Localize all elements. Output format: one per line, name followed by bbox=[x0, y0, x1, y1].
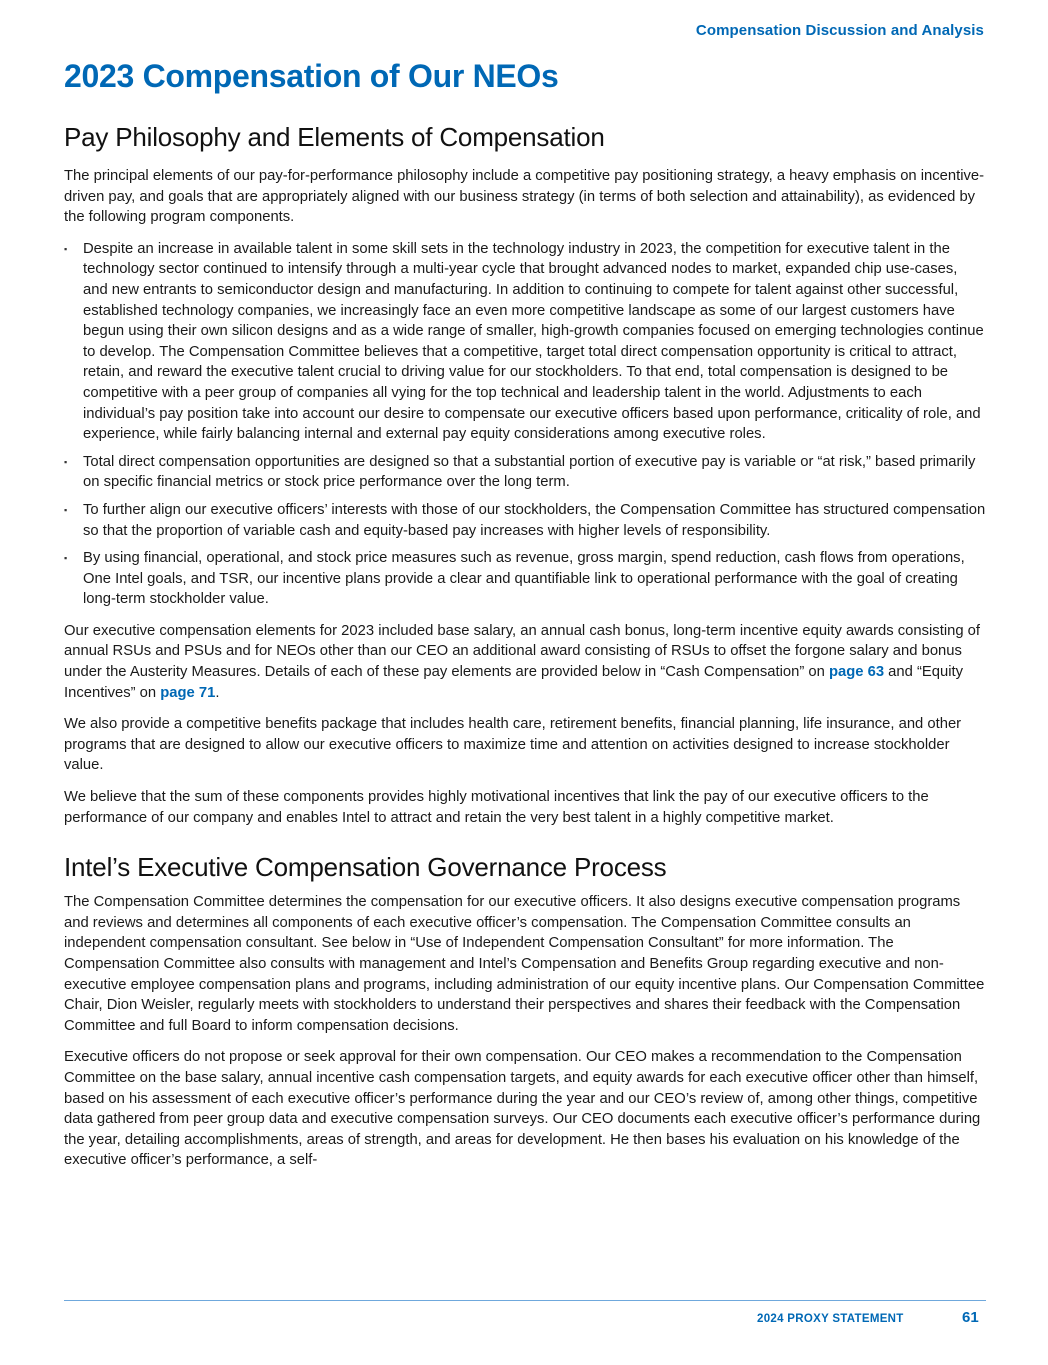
governance-heading: Intel’s Executive Compensation Governance Process bbox=[64, 852, 667, 883]
page-63-link[interactable]: page 63 bbox=[828, 664, 885, 681]
elements-text-middle: and “Equity Incentives” on bbox=[64, 664, 964, 701]
list-item: ▪ Total direct compensation opportunities are designed so that a substantial portion of executive pay is variable or “at risk,” based primarily on specific financial metrics or stock price performance over the long term. bbox=[64, 452, 986, 493]
footer-divider bbox=[64, 1300, 986, 1301]
compensation-elements-paragraph bbox=[64, 621, 986, 703]
elements-text-before: Our executive compensation elements for 2023 included base salary, an annual cash bonus, long-term incentive equity awards consisting of annual RSUs and PSUs and for NEOs other than our CEO an additional award consisting of RSUs to offset the forgone salary and bonus under the Austerity Measures. Details of each of these pay elements are provided below in “Cash Compensation” on bbox=[64, 622, 981, 681]
list-item: ▪ By using financial, operational, and stock price measures such as revenue, gross margin, spend reduction, cash flows from operations, One Intel goals, and TSR, our incentive plans provide a clear and quantifiable link to operational performance with the goal of creating long-term stockholder value. bbox=[64, 548, 986, 610]
elements-text-after: . bbox=[215, 684, 220, 701]
list-item: ▪ To further align our executive officers’ interests with those of our stockholders, the Compensation Committee has structured compensation so that the proportion of variable cash and equity-based pay increases with higher levels of responsibility. bbox=[64, 500, 986, 541]
governance-paragraph-2: Executive officers do not propose or seek approval for their own compensation. Our CEO makes a recommendation to the Compensation Committee on the base salary, annual incentive cash compensation targets, and equity awards for each executive officer other than himself, based on his assessment of each executive officer’s performance during the year and our CEO’s review of, among other things, competitive data gathered from peer group data and executive compensation surveys. Our CEO documents each executive officer’s performance during the year, detailing accomplishments, areas of strength, and areas for development. He then bases his evaluation on his knowledge of the executive officer’s performance, a self- bbox=[64, 1049, 981, 1169]
program-components-list bbox=[64, 239, 986, 610]
benefits-paragraph: We also provide a competitive benefits package that includes health care, retirement benefits, financial planning, life insurance, and other programs that are designed to allow our executive officers to maximize time and attention on activities designed to increase stockholder value. bbox=[64, 716, 962, 774]
page-71-link[interactable]: page 71 bbox=[160, 684, 216, 701]
pay-philosophy-heading: Pay Philosophy and Elements of Compensation bbox=[64, 122, 605, 152]
section-label: Compensation Discussion and Analysis bbox=[695, 22, 984, 39]
footer-document-label: 2024 PROXY STATEMENT bbox=[757, 1313, 904, 1325]
list-item: ▪ Despite an increase in available talent in some skill sets in the technology industry in 2023, the competition for executive talent in the technology sector continued to intensify through a multi-year cycle that brought advanced nodes to market, expanded chip use-cases, and new entrants to semiconductor design and manufacturing. In addition to continuing to compete for talent against other successful, established technology companies, we increasingly face an even more competitive landscape as some of our largest customers have begun using their own silicon designs and as a wide range of smaller, high-growth companies focused on emerging technologies continue to develop. The Compensation Committee believes that a competitive, target total direct compensation opportunity is critical to attract, retain, and reward the executive talent crucial to driving value for our stockholders. To that end, total compensation is designed to be competitive with a peer group of companies all vying for the top technical and leadership talent in the world. Adjustments to each individual’s pay position take into account our desire to compensate our executive officers based upon performance, criticality of role, and experience, while fairly balancing internal and external pay equity considerations among executive roles. bbox=[64, 239, 986, 445]
belief-paragraph: We believe that the sum of these components provides highly motivational incentives that link the pay of our executive officers to the performance of our company and enables Intel to attract and retain the very best talent in a highly competitive market. bbox=[64, 789, 929, 826]
governance-paragraph-1: The Compensation Committee determines the compensation for our executive officers. It also designs executive compensation programs and reviews and determines all components of each executive officer’s compensation. The Compensation Committee consults an independent compensation consultant. See below in “Use of Independent Compensation Consultant” for more information. The Compensation Committee also consults with management and Intel’s Compensation and Benefits Group regarding executive and non-executive employee compensation plans and programs, including administration of our equity incentive plans. Our Compensation Committee Chair, Dion Weisler, regularly meets with stockholders to understand their perspectives and shares their feedback with the Compensation Committee and full Board to inform compensation decisions. bbox=[64, 894, 985, 1034]
page-title: 2023 Compensation of Our NEOs bbox=[64, 58, 559, 94]
pay-philosophy-intro: The principal elements of our pay-for-performance philosophy include a competitive pay positioning strategy, a heavy emphasis on incentive-driven pay, and goals that are appropriately aligned with our business strategy (in terms of both selection and attainability), as evidenced by the following program components. bbox=[64, 168, 985, 226]
page-number: 61 bbox=[962, 1309, 979, 1326]
page-content bbox=[64, 120, 986, 1182]
